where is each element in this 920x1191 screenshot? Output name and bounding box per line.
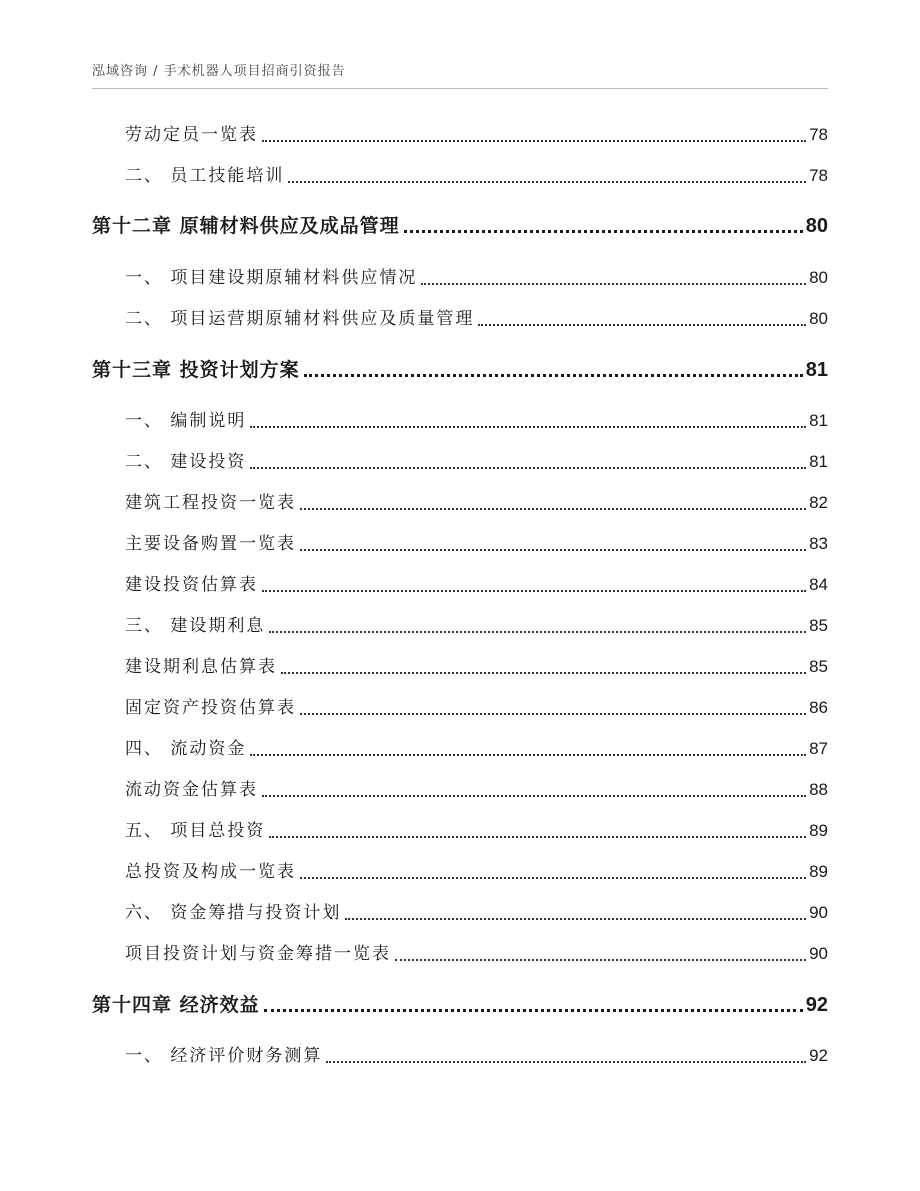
toc-entry-title: 二、 员工技能培训 [125, 166, 285, 186]
toc-entry-title: 建筑工程投资一览表 [125, 493, 296, 513]
dot-leader [304, 374, 803, 377]
toc-page-number: 82 [809, 493, 828, 512]
toc-entry[interactable] [125, 859, 828, 885]
toc-chapter-entry[interactable] [92, 357, 828, 383]
dot-leader [250, 754, 806, 756]
toc-entry-title: 六、 资金筹措与投资计划 [125, 903, 342, 923]
toc-entry-title: 三、 建设期利息 [125, 616, 266, 636]
toc-page-number: 89 [809, 821, 828, 840]
toc-entry[interactable] [125, 941, 828, 967]
toc-page-number: 83 [809, 534, 828, 553]
toc-entry-title: 二、 项目运营期原辅材料供应及质量管理 [125, 309, 475, 329]
toc-page-number: 81 [809, 452, 828, 471]
page-header: 泓域咨询 / 手术机器人项目招商引资报告 [92, 64, 346, 79]
toc-entry[interactable] [125, 613, 828, 639]
toc-page-number: 90 [809, 944, 828, 963]
toc-page-number: 80 [809, 268, 828, 287]
toc-entry-title: 五、 项目总投资 [125, 821, 266, 841]
toc-entry[interactable] [125, 408, 828, 434]
toc-page-number: 85 [809, 657, 828, 676]
toc-page-number: 81 [805, 359, 828, 381]
dot-leader [345, 918, 806, 920]
toc-entry-title: 四、 流动资金 [125, 739, 247, 759]
toc-entry[interactable] [125, 736, 828, 762]
toc-entry[interactable] [125, 695, 828, 721]
dot-leader [288, 181, 806, 183]
toc-entry[interactable] [125, 163, 828, 189]
toc-chapter-title: 第十四章 经济效益 [92, 994, 260, 1016]
dot-leader [404, 230, 803, 233]
toc-entry[interactable] [125, 265, 828, 291]
toc-page-number: 80 [809, 309, 828, 328]
dot-leader [395, 959, 806, 961]
toc-page-number: 90 [809, 903, 828, 922]
dot-leader [421, 283, 806, 285]
toc-entry-title: 流动资金估算表 [125, 780, 258, 800]
toc-chapter-entry[interactable] [92, 213, 828, 239]
toc-page-number: 81 [809, 411, 828, 430]
toc-entry[interactable] [125, 449, 828, 475]
toc-page-number: 89 [809, 862, 828, 881]
toc-entry-title: 二、 建设投资 [125, 452, 247, 472]
toc-entry[interactable] [125, 122, 828, 148]
dot-leader [281, 672, 806, 674]
toc-page-number: 87 [809, 739, 828, 758]
toc-chapter-title: 第十三章 投资计划方案 [92, 359, 300, 381]
dot-leader [262, 140, 806, 142]
dot-leader [250, 426, 806, 428]
dot-leader [262, 590, 806, 592]
toc-entry-title: 项目投资计划与资金筹措一览表 [125, 944, 391, 964]
toc-page-number: 92 [809, 1046, 828, 1065]
toc-page-number: 78 [809, 166, 828, 185]
toc-entry[interactable] [125, 531, 828, 557]
toc-page-number: 86 [809, 698, 828, 717]
toc-entry-title: 总投资及构成一览表 [125, 862, 296, 882]
toc-entry-title: 一、 编制说明 [125, 411, 247, 431]
toc-page-number: 88 [809, 780, 828, 799]
toc-entry[interactable] [125, 572, 828, 598]
dot-leader [269, 631, 806, 633]
toc-entry-title: 主要设备购置一览表 [125, 534, 296, 554]
dot-leader [300, 877, 806, 879]
toc-entry-title: 劳动定员一览表 [125, 125, 258, 145]
toc-chapter-title: 第十二章 原辅材料供应及成品管理 [92, 215, 400, 237]
toc-entry-title: 建设投资估算表 [125, 575, 258, 595]
toc-page-number: 80 [805, 215, 828, 237]
toc-page-number: 84 [809, 575, 828, 594]
dot-leader [326, 1061, 806, 1063]
toc-entry-title: 一、 项目建设期原辅材料供应情况 [125, 268, 418, 288]
dot-leader [264, 1009, 803, 1012]
dot-leader [300, 549, 806, 551]
dot-leader [300, 508, 806, 510]
dot-leader [262, 795, 806, 797]
toc-page-number: 85 [809, 616, 828, 635]
toc-entry[interactable] [125, 654, 828, 680]
dot-leader [269, 836, 806, 838]
toc-entry[interactable] [125, 490, 828, 516]
toc-entry[interactable] [125, 1043, 828, 1069]
toc-entry[interactable] [125, 777, 828, 803]
toc-entry-title: 建设期利息估算表 [125, 657, 277, 677]
toc-chapter-entry[interactable] [92, 992, 828, 1018]
toc-entry-title: 一、 经济评价财务测算 [125, 1046, 323, 1066]
dot-leader [250, 467, 806, 469]
toc-page-number: 78 [809, 125, 828, 144]
toc-entry[interactable] [125, 306, 828, 332]
toc-page-number: 92 [805, 994, 828, 1016]
dot-leader [478, 324, 806, 326]
toc-entry-title: 固定资产投资估算表 [125, 698, 296, 718]
dot-leader [300, 713, 806, 715]
toc-entry[interactable] [125, 900, 828, 926]
toc-entry[interactable] [125, 818, 828, 844]
